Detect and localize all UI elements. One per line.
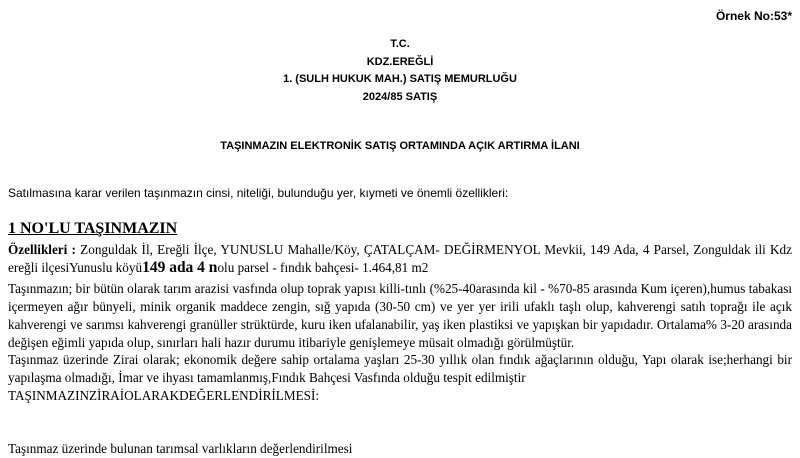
soil-description: Taşınmazın; bir bütün olarak tarım arazisi vasfında olup toprak yapısı killi-tınlı (%25-40arasında kil - %70-85 arasında Kum içeren),humus tabakası içermeyen ağır bünyeli, minik organik maddece zengin, sığ yapıda (30-50 cm) ve yer yer irili ufaklı taşlı olup, kahverengi satıh toprağı ile açık kahverengi ve sarımsı kahverengi granüller strüktürde, kuru iken ufalanabilir, yaş iken plastiksi ve yapışkan bir yapıdadır. Ortalama% 3-20 arasında değişen eğimli yapıda olup, sınırları hali hazır durumu itibariyle genişlemeye müsait olmadığı görülmüştür. xyxy=(8,281,792,350)
court-header xyxy=(0,36,800,106)
intro-text: Satılmasına karar verilen taşınmazın cinsi, niteliği, bulunduğu yer, kıymeti ve önemli özellikleri: xyxy=(8,186,509,200)
property-heading: 1 NO'LU TAŞINMAZIN xyxy=(8,220,178,237)
announcement-title: TAŞINMAZIN ELEKTRONİK SATIŞ ORTAMINDA AÇIK ARTIRMA İLANI xyxy=(220,140,580,152)
evaluation-heading: TAŞINMAZINZİRAİOLARAKDEĞERLENDİRİLMESİ: xyxy=(8,388,320,403)
features-text-b: olu parsel - fındık bahçesi- 1.464,81 m2 xyxy=(217,260,429,275)
evaluation-text: Taşınmaz üzerinde bulunan tarımsal varlıkların değerlendirilmesi xyxy=(8,441,353,456)
header-line-office: 1. (SULH HUKUK MAH.) SATIŞ MEMURLUĞU xyxy=(283,73,517,85)
header-line-city: KDZ.EREĞLİ xyxy=(366,55,434,68)
features-text-a: Zonguldak İl, Ereğli İlçe, YUNUSLU Mahalle/Köy, ÇATALÇAM- DEĞİRMENYOL Mevkii, 149 Ada, 4 Parsel, Zonguldak ili Kdz ereğli ilçesiYunuslu köyü xyxy=(8,242,792,275)
features-emphasis: 149 ada 4 n xyxy=(142,259,218,276)
agricultural-description: Taşınmaz üzerinde Zirai olarak; ekonomik değere sahip ortalama yaşları 25-30 yıllık olan fındık ağaçlarının olduğu, Yapı olarak ise;herhangi bir yapılaşma olmadığı, İmar ve ihyası tamamlanmış,Fındık Bahçesi Vasfında olduğu tespit edilmiştir xyxy=(8,352,792,385)
sample-number: Örnek No:53* xyxy=(715,9,792,23)
property-features xyxy=(8,241,792,277)
header-line-case-no: 2024/85 SATIŞ xyxy=(362,90,438,103)
features-label: Özellikleri : xyxy=(8,242,76,257)
header-line-tc: T.C. xyxy=(390,38,410,50)
